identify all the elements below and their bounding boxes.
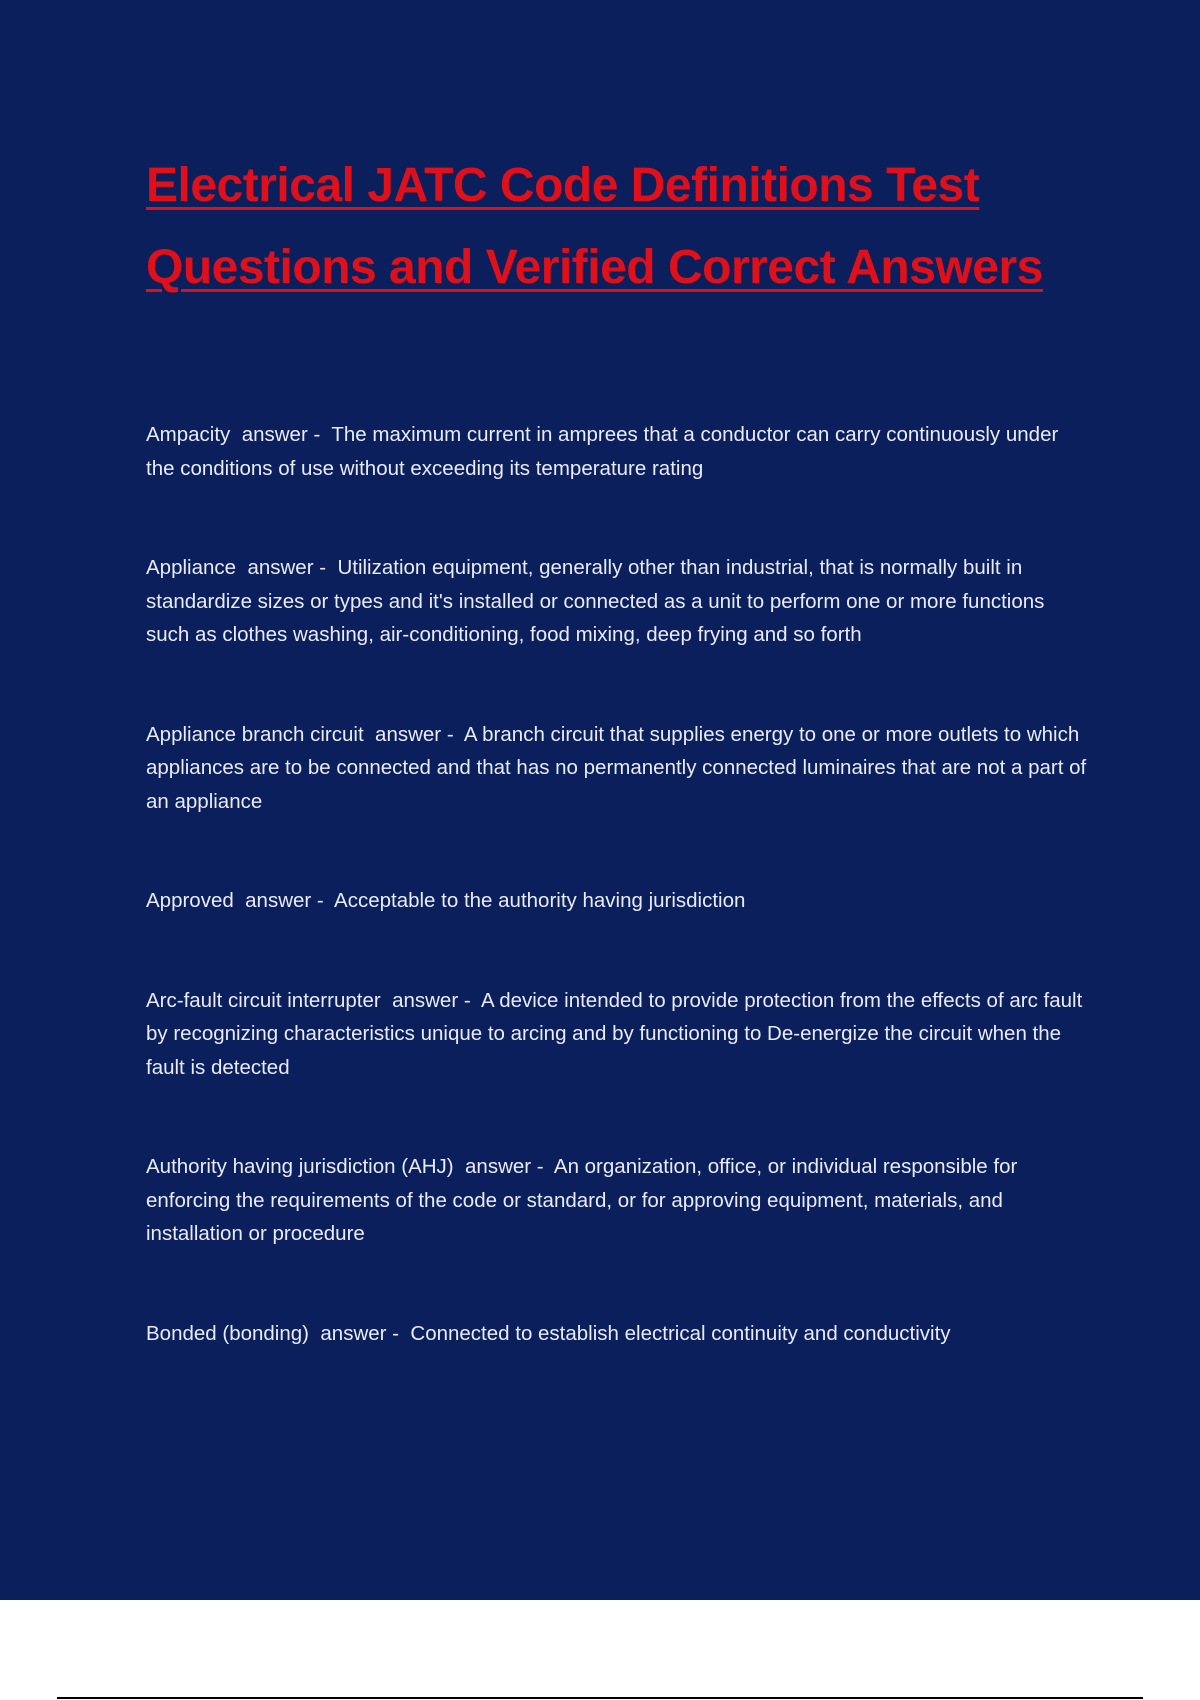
definition-item — [146, 1150, 1090, 1251]
definition-answer: A device intended to provide protection from the effects of arc fault by recognizing characteristics unique to arcing and by functioning to De-energize the circuit when the fault is detected — [146, 988, 1083, 1079]
definition-term: Appliance branch circuit — [146, 722, 364, 746]
answer-separator: answer - — [233, 889, 335, 912]
definition-item — [146, 418, 1090, 485]
definitions-list — [146, 418, 1090, 1416]
definition-answer: The maximum current in amprees that a conductor can carry continuously under the conditions of use without exceeding its temperature rating — [146, 423, 1059, 480]
answer-separator: answer - — [236, 556, 338, 579]
definition-term: Appliance — [146, 556, 237, 579]
answer-separator: answer - — [453, 1155, 554, 1178]
document-title — [146, 145, 1106, 309]
title-line-2: Questions and Verified Correct Answers — [146, 241, 1043, 294]
footer-divider — [57, 1697, 1143, 1699]
definition-answer: Connected to establish electrical continuity and conductivity — [410, 1321, 951, 1345]
definition-item — [146, 718, 1090, 819]
definition-answer: Acceptable to the authority having jurisdiction — [334, 889, 746, 912]
answer-separator: answer - — [380, 988, 481, 1012]
definition-term: Ampacity — [146, 423, 231, 446]
definition-item — [146, 984, 1090, 1085]
definition-term: Approved — [146, 889, 234, 912]
definition-term: Authority having jurisdiction (AHJ) — [146, 1155, 454, 1178]
definition-item — [146, 884, 1090, 918]
definition-item — [146, 551, 1090, 652]
answer-separator: answer - — [309, 1321, 411, 1345]
definition-term: Arc-fault circuit interrupter — [146, 988, 381, 1012]
answer-separator: answer - — [363, 722, 464, 746]
definition-answer: An organization, office, or individual responsible for enforcing the requirements of the code or standard, or for approving equipment, materials, and installation or procedure — [146, 1155, 1018, 1245]
answer-separator: answer - — [230, 423, 332, 446]
definition-term: Bonded (bonding) — [146, 1321, 309, 1345]
definition-answer: Utilization equipment, generally other than industrial, that is normally built in standardize sizes or types and it's installed or connected as a unit to perform one or more functions such as clothes washing, air-conditioning, food mixing, deep frying and so forth — [146, 556, 1045, 646]
title-line-1: Electrical JATC Code Definitions Test — [146, 159, 980, 212]
definition-item — [146, 1317, 1090, 1351]
definition-answer: A branch circuit that supplies energy to one or more outlets to which appliances are to be connected and that has no permanently connected luminaires that are not a part of an appliance — [146, 722, 1087, 813]
